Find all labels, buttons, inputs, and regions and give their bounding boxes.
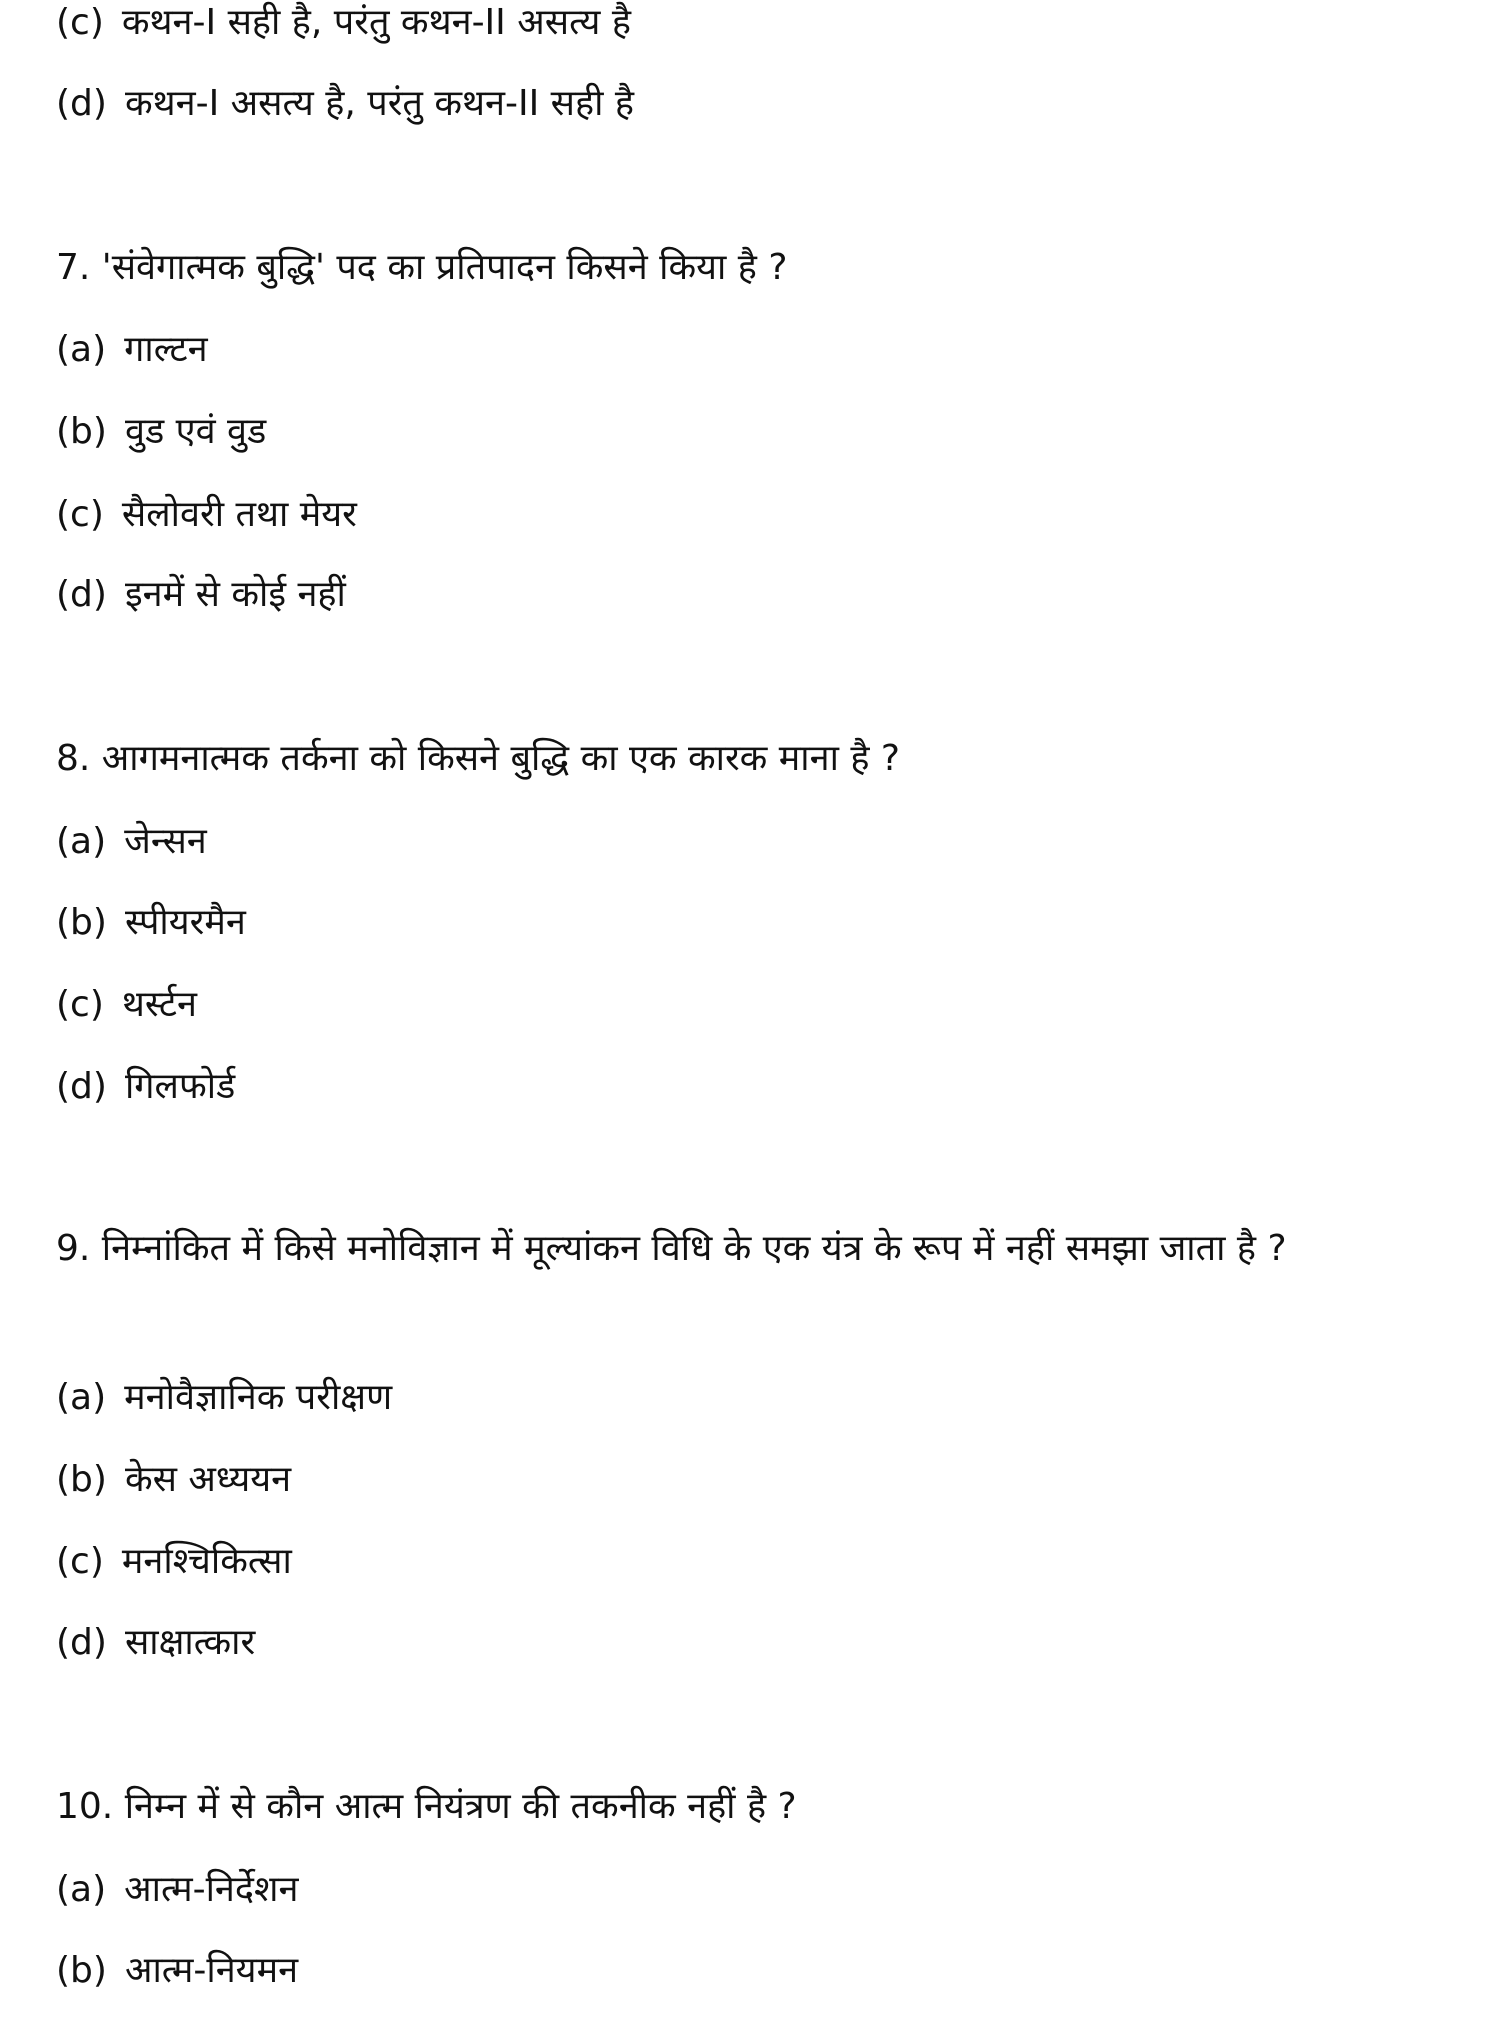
q8-question: 8. आगमनात्मक तर्कना को किसने बुद्धि का एक कारक माना है ?	[56, 738, 901, 779]
q9-option-d	[56, 1618, 255, 1668]
option-text: मनोवैज्ञानिक परीक्षण	[124, 1377, 393, 1418]
option-text: केस अध्ययन	[124, 1459, 292, 1500]
option-text: गिलफोर्ड	[124, 1066, 236, 1107]
q7-option-b	[56, 407, 266, 457]
option-text: सैलोवरी तथा मेयर	[121, 494, 357, 535]
option-label: (c)	[56, 984, 104, 1025]
option-text: कथन-I सही है, परंतु कथन-II असत्य है	[121, 2, 631, 43]
option-label: (b)	[56, 1950, 107, 1991]
option-text: थर्स्टन	[121, 984, 198, 1025]
option-label: (d)	[56, 83, 107, 124]
option-label: (c)	[56, 2, 104, 43]
option-label: (b)	[56, 902, 107, 943]
q10-question: 10. निम्न में से कौन आत्म नियंत्रण की तकनीक नहीं है ?	[56, 1786, 797, 1827]
option-text: मनश्चिकित्सा	[121, 1541, 292, 1582]
option-text: जेन्सन	[124, 821, 207, 862]
q6-option-c	[56, 0, 631, 48]
option-text: आत्म-निर्देशन	[124, 1869, 299, 1910]
q6-option-d	[56, 79, 634, 129]
option-label: (d)	[56, 1622, 107, 1663]
option-label: (a)	[56, 1377, 107, 1418]
option-label: (a)	[56, 1869, 107, 1910]
option-text: इनमें से कोई नहीं	[124, 574, 346, 615]
q9-option-c	[56, 1537, 292, 1587]
q8-option-d	[56, 1062, 235, 1112]
q10-option-b	[56, 1946, 298, 1996]
option-label: (d)	[56, 574, 107, 615]
q7-option-d	[56, 570, 346, 620]
option-text: स्पीयरमैन	[124, 902, 246, 943]
q9-option-b	[56, 1455, 291, 1505]
option-label: (b)	[56, 411, 107, 452]
option-label: (d)	[56, 1066, 107, 1107]
q8-option-a	[56, 817, 207, 867]
option-text: कथन-I असत्य है, परंतु कथन-II सही है	[124, 83, 635, 124]
option-text: आत्म-नियमन	[124, 1950, 299, 1991]
option-label: (a)	[56, 821, 107, 862]
option-label: (c)	[56, 494, 104, 535]
option-text: साक्षात्कार	[124, 1622, 256, 1663]
q8-option-b	[56, 898, 246, 948]
option-label: (c)	[56, 1541, 104, 1582]
option-text: वुड एवं वुड	[124, 411, 267, 452]
q7-option-a	[56, 325, 208, 375]
option-text: गाल्टन	[124, 329, 208, 370]
q9-option-a	[56, 1373, 392, 1423]
q8-option-c	[56, 980, 197, 1030]
option-label: (a)	[56, 329, 107, 370]
q7-option-c	[56, 490, 357, 540]
q9-question: 9. निम्नांकित में किसे मनोविज्ञान में मूल्यांकन विधि के एक यंत्र के रूप में नहीं समझा जाता है ?	[56, 1228, 1287, 1269]
option-label: (b)	[56, 1459, 107, 1500]
q7-question: 7. 'संवेगात्मक बुद्धि' पद का प्रतिपादन किसने किया है ?	[56, 247, 788, 288]
q10-option-a	[56, 1865, 298, 1915]
